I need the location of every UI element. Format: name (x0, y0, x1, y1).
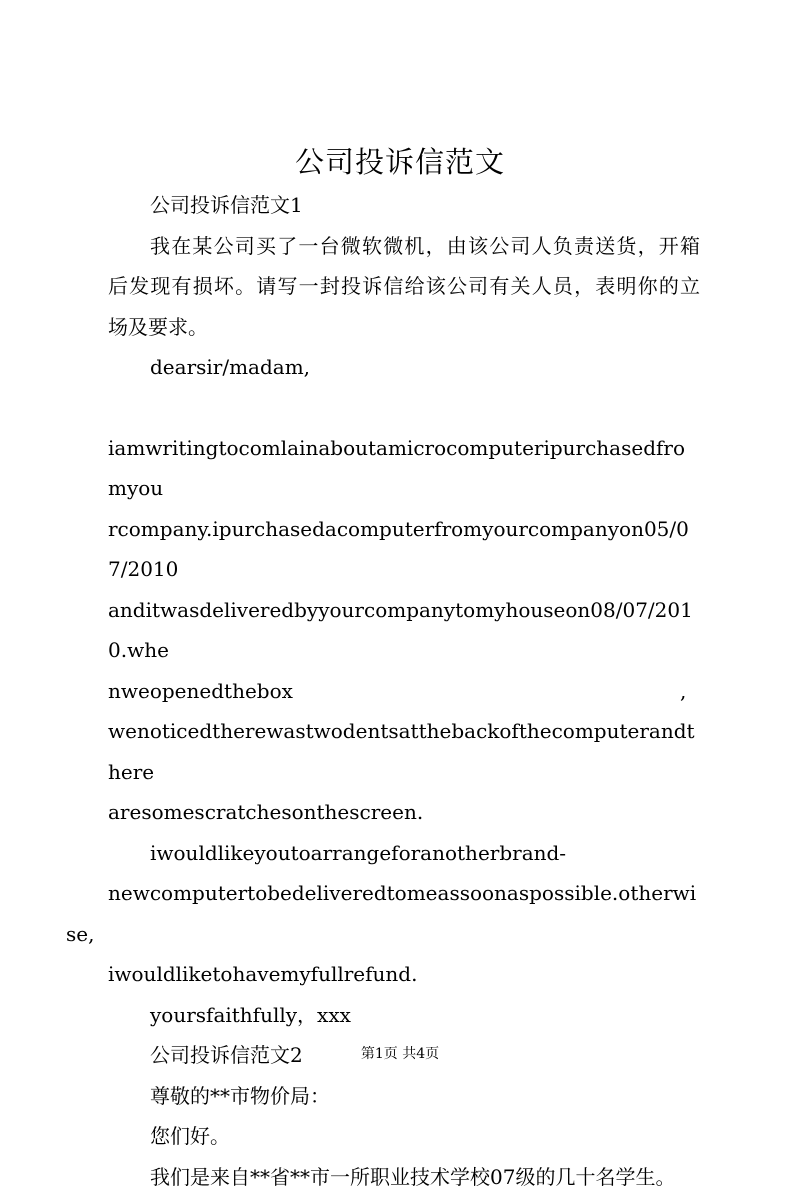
text-line: 尊敬的**市物价局： (108, 1076, 700, 1117)
text-line: 公司投诉信范文1 (108, 185, 700, 226)
text-line: iamwritingtocomlainaboutamicrocomputeripurchasedfromyou (108, 428, 700, 509)
text-line (108, 671, 700, 712)
text-line: 后发现有损坏。请写一封投诉信给该公司有关人员，表明你的立 (66, 266, 700, 307)
text-line: iwouldlikeyoutoarrangeforanotherbrand- (108, 833, 700, 874)
text-line: 场及要求。 (66, 307, 700, 348)
text-line: anditwasdeliveredbyyourcompanytomyhouseon08/07/2010.whe (108, 590, 700, 671)
page-footer: 第1页 共4页 (0, 1044, 800, 1064)
text-line: yoursfaithfully，xxx (108, 995, 700, 1036)
text-segment: nweopenedthebox (108, 679, 293, 703)
prompt-paragraph (108, 226, 700, 348)
text-line: rcompany.ipurchasedacomputerfromyourcompanyon05/07/2010 (108, 509, 700, 590)
text-line: 公司投诉信范文2 (108, 1035, 700, 1076)
text-line: 您们好。 (108, 1116, 700, 1157)
letter-paragraph-1 (108, 428, 700, 712)
section-heading-1 (108, 185, 700, 226)
text-line: aresomescratchesonthescreen. (108, 792, 700, 833)
text-line: 我在某公司买了一台微软微机，由该公司人负责送货，开箱 (108, 226, 700, 267)
text-line: iwouldliketohavemyfullrefund. (66, 954, 700, 995)
text-segment: , (680, 671, 686, 712)
text-line: wenoticedtherewastwodentsatthebackofthecomputerandthere (108, 711, 700, 792)
letter-paragraph-4 (108, 1157, 700, 1197)
letter-closing (108, 995, 700, 1036)
letter-salutation-2 (108, 1076, 700, 1117)
text-line: dearsir/madam, (108, 347, 700, 388)
letter-greeting (108, 1116, 700, 1157)
letter-paragraph-3 (108, 833, 700, 995)
letter-salutation (108, 347, 700, 388)
document-title: 公司投诉信范文 (0, 142, 800, 182)
text-line: 我们是来自**省**市一所职业技术学校07级的几十名学生。 (108, 1157, 700, 1197)
letter-paragraph-2 (108, 711, 700, 833)
text-line: newcomputertobedeliveredtomeassoonaspossible.otherwise, (66, 873, 700, 954)
